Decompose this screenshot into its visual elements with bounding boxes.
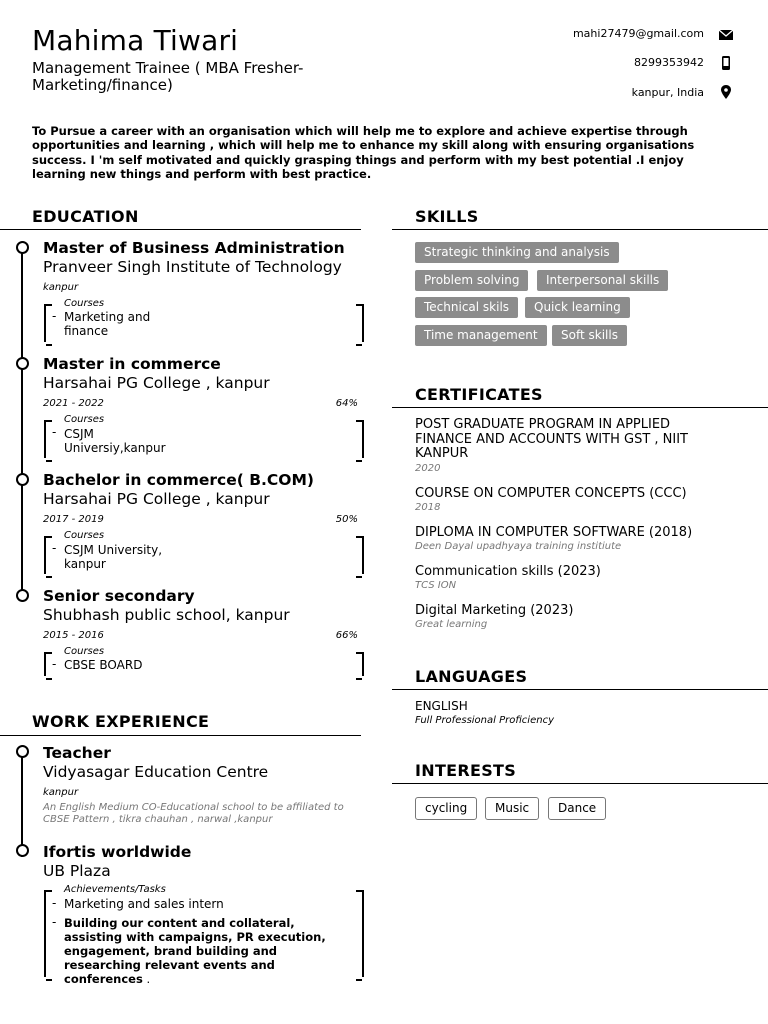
timeline-dot — [16, 589, 29, 602]
task-item: Building our content and collateral, assisting with campaigns, PR execution, engagement, brand building and researching relevant events and conferences . — [64, 916, 326, 986]
education-percent: 66% — [335, 630, 358, 641]
education-meta: 2015 - 2016 — [43, 630, 104, 641]
task-item: Marketing and sales intern — [64, 897, 224, 911]
certificate-name: POST GRADUATE PROGRAM IN APPLIED FINANCE AND ACCOUNTS WITH GST , NIIT KANPUR — [415, 417, 688, 461]
timeline-dot — [16, 745, 29, 758]
education-title: EDUCATION — [32, 207, 139, 226]
job-organization: Vidyasagar Education Centre — [43, 763, 269, 781]
education-divider — [0, 229, 361, 230]
education-meta: kanpur — [43, 282, 79, 293]
certificate-name: Communication skills (2023) — [415, 564, 601, 579]
courses-text: CSJM University, kanpur — [64, 543, 163, 571]
candidate-name: Mahima Tiwari — [32, 24, 239, 57]
certificate-name: COURSE ON COMPUTER CONCEPTS (CCC) — [415, 486, 687, 501]
certificate-detail: TCS ION — [415, 580, 457, 591]
education-meta: 2017 - 2019 — [43, 514, 104, 525]
skill-tag: Soft skills — [552, 325, 627, 346]
phone-icon — [718, 55, 734, 71]
education-meta: 2021 - 2022 — [43, 398, 104, 409]
map-pin-icon — [718, 84, 734, 100]
certificate-name: DIPLOMA IN COMPUTER SOFTWARE (2018) — [415, 525, 693, 540]
list-dash: - — [52, 541, 57, 555]
languages-title: LANGUAGES — [415, 667, 528, 686]
education-percent: 50% — [335, 514, 358, 525]
education-percent: 64% — [335, 398, 358, 409]
skill-tag: Time management — [415, 325, 547, 346]
list-dash: - — [52, 657, 57, 671]
timeline-dot — [16, 844, 29, 857]
degree-title: Bachelor in commerce( B.COM) — [43, 471, 314, 489]
interest-tag: cycling — [415, 797, 477, 820]
degree-title: Master of Business Administration — [43, 239, 345, 257]
courses-label: Courses — [64, 414, 105, 425]
location-text: kanpur, India — [631, 86, 704, 99]
timeline-dot — [16, 473, 29, 486]
institution-name: Harsahai PG College , kanpur — [43, 490, 270, 508]
tasks-label: Achievements/Tasks — [64, 884, 166, 895]
certificates-divider — [392, 407, 768, 408]
courses-text: CBSE BOARD — [64, 658, 143, 672]
courses-text: CSJM Universiy,kanpur — [64, 427, 166, 455]
institution-name: Harsahai PG College , kanpur — [43, 374, 270, 392]
certificate-detail: Deen Dayal upadhyaya training institiute — [415, 541, 622, 552]
certificate-detail: 2018 — [415, 502, 441, 513]
interest-tag: Music — [485, 797, 539, 820]
interests-title: INTERESTS — [415, 761, 517, 780]
language-level: Full Professional Proficiency — [415, 715, 554, 726]
languages-divider — [392, 689, 768, 690]
timeline-dot — [16, 357, 29, 370]
interest-tag: Dance — [548, 797, 606, 820]
job-role: Teacher — [43, 744, 111, 762]
degree-title: Master in commerce — [43, 355, 221, 373]
education-timeline — [21, 248, 23, 592]
institution-name: Shubhash public school, kanpur — [43, 606, 290, 624]
skill-tag: Quick learning — [525, 297, 630, 318]
skills-title: SKILLS — [415, 207, 479, 226]
job-organization: UB Plaza — [43, 862, 111, 880]
certificate-detail: 2020 — [415, 463, 441, 474]
list-dash: - — [52, 915, 57, 929]
career-summary: To Pursue a career with an organisation which will help me to explore and achieve expertise through opportunities and learning , which will help me to enhance my skill along with ensuring organisations success. I 'm self motivated and quickly grasping things and perform with my best potential .I enjoy learning new things and perform with best practice. — [32, 124, 695, 182]
certificates-title: CERTIFICATES — [415, 385, 543, 404]
job-role: Ifortis worldwide — [43, 843, 192, 861]
skill-tag: Strategic thinking and analysis — [415, 242, 619, 263]
skills-divider — [392, 229, 768, 230]
phone-text: 8299353942 — [634, 56, 704, 69]
work-divider — [0, 735, 361, 736]
courses-label: Courses — [64, 530, 105, 541]
courses-text: Marketing and finance — [64, 310, 151, 338]
skill-tag: Problem solving — [415, 270, 528, 291]
courses-label: Courses — [64, 298, 105, 309]
language-name: ENGLISH — [415, 699, 468, 713]
skill-tag: Technical skils — [415, 297, 518, 318]
timeline-dot — [16, 241, 29, 254]
work-title: WORK EXPERIENCE — [32, 712, 210, 731]
degree-title: Senior secondary — [43, 587, 195, 605]
work-timeline — [21, 753, 23, 857]
interests-divider — [392, 783, 768, 784]
list-dash: - — [52, 896, 57, 910]
skill-tag: Interpersonal skills — [537, 270, 668, 291]
list-dash: - — [52, 425, 57, 439]
list-dash: - — [52, 309, 57, 323]
courses-label: Courses — [64, 646, 105, 657]
email-text: mahi27479@gmail.com — [572, 27, 704, 40]
institution-name: Pranveer Singh Institute of Technology — [43, 258, 342, 276]
certificate-name: Digital Marketing (2023) — [415, 603, 574, 618]
envelope-icon — [718, 27, 734, 43]
certificate-detail: Great learning — [415, 619, 488, 630]
job-description: An English Medium CO-Educational school to be affiliated to CBSE Pattern , tikra chauhan , narwal ,kanpur — [43, 802, 344, 825]
candidate-subtitle: Management Trainee ( MBA Fresher-Marketing/finance) — [32, 59, 304, 94]
job-location: kanpur — [43, 787, 79, 798]
